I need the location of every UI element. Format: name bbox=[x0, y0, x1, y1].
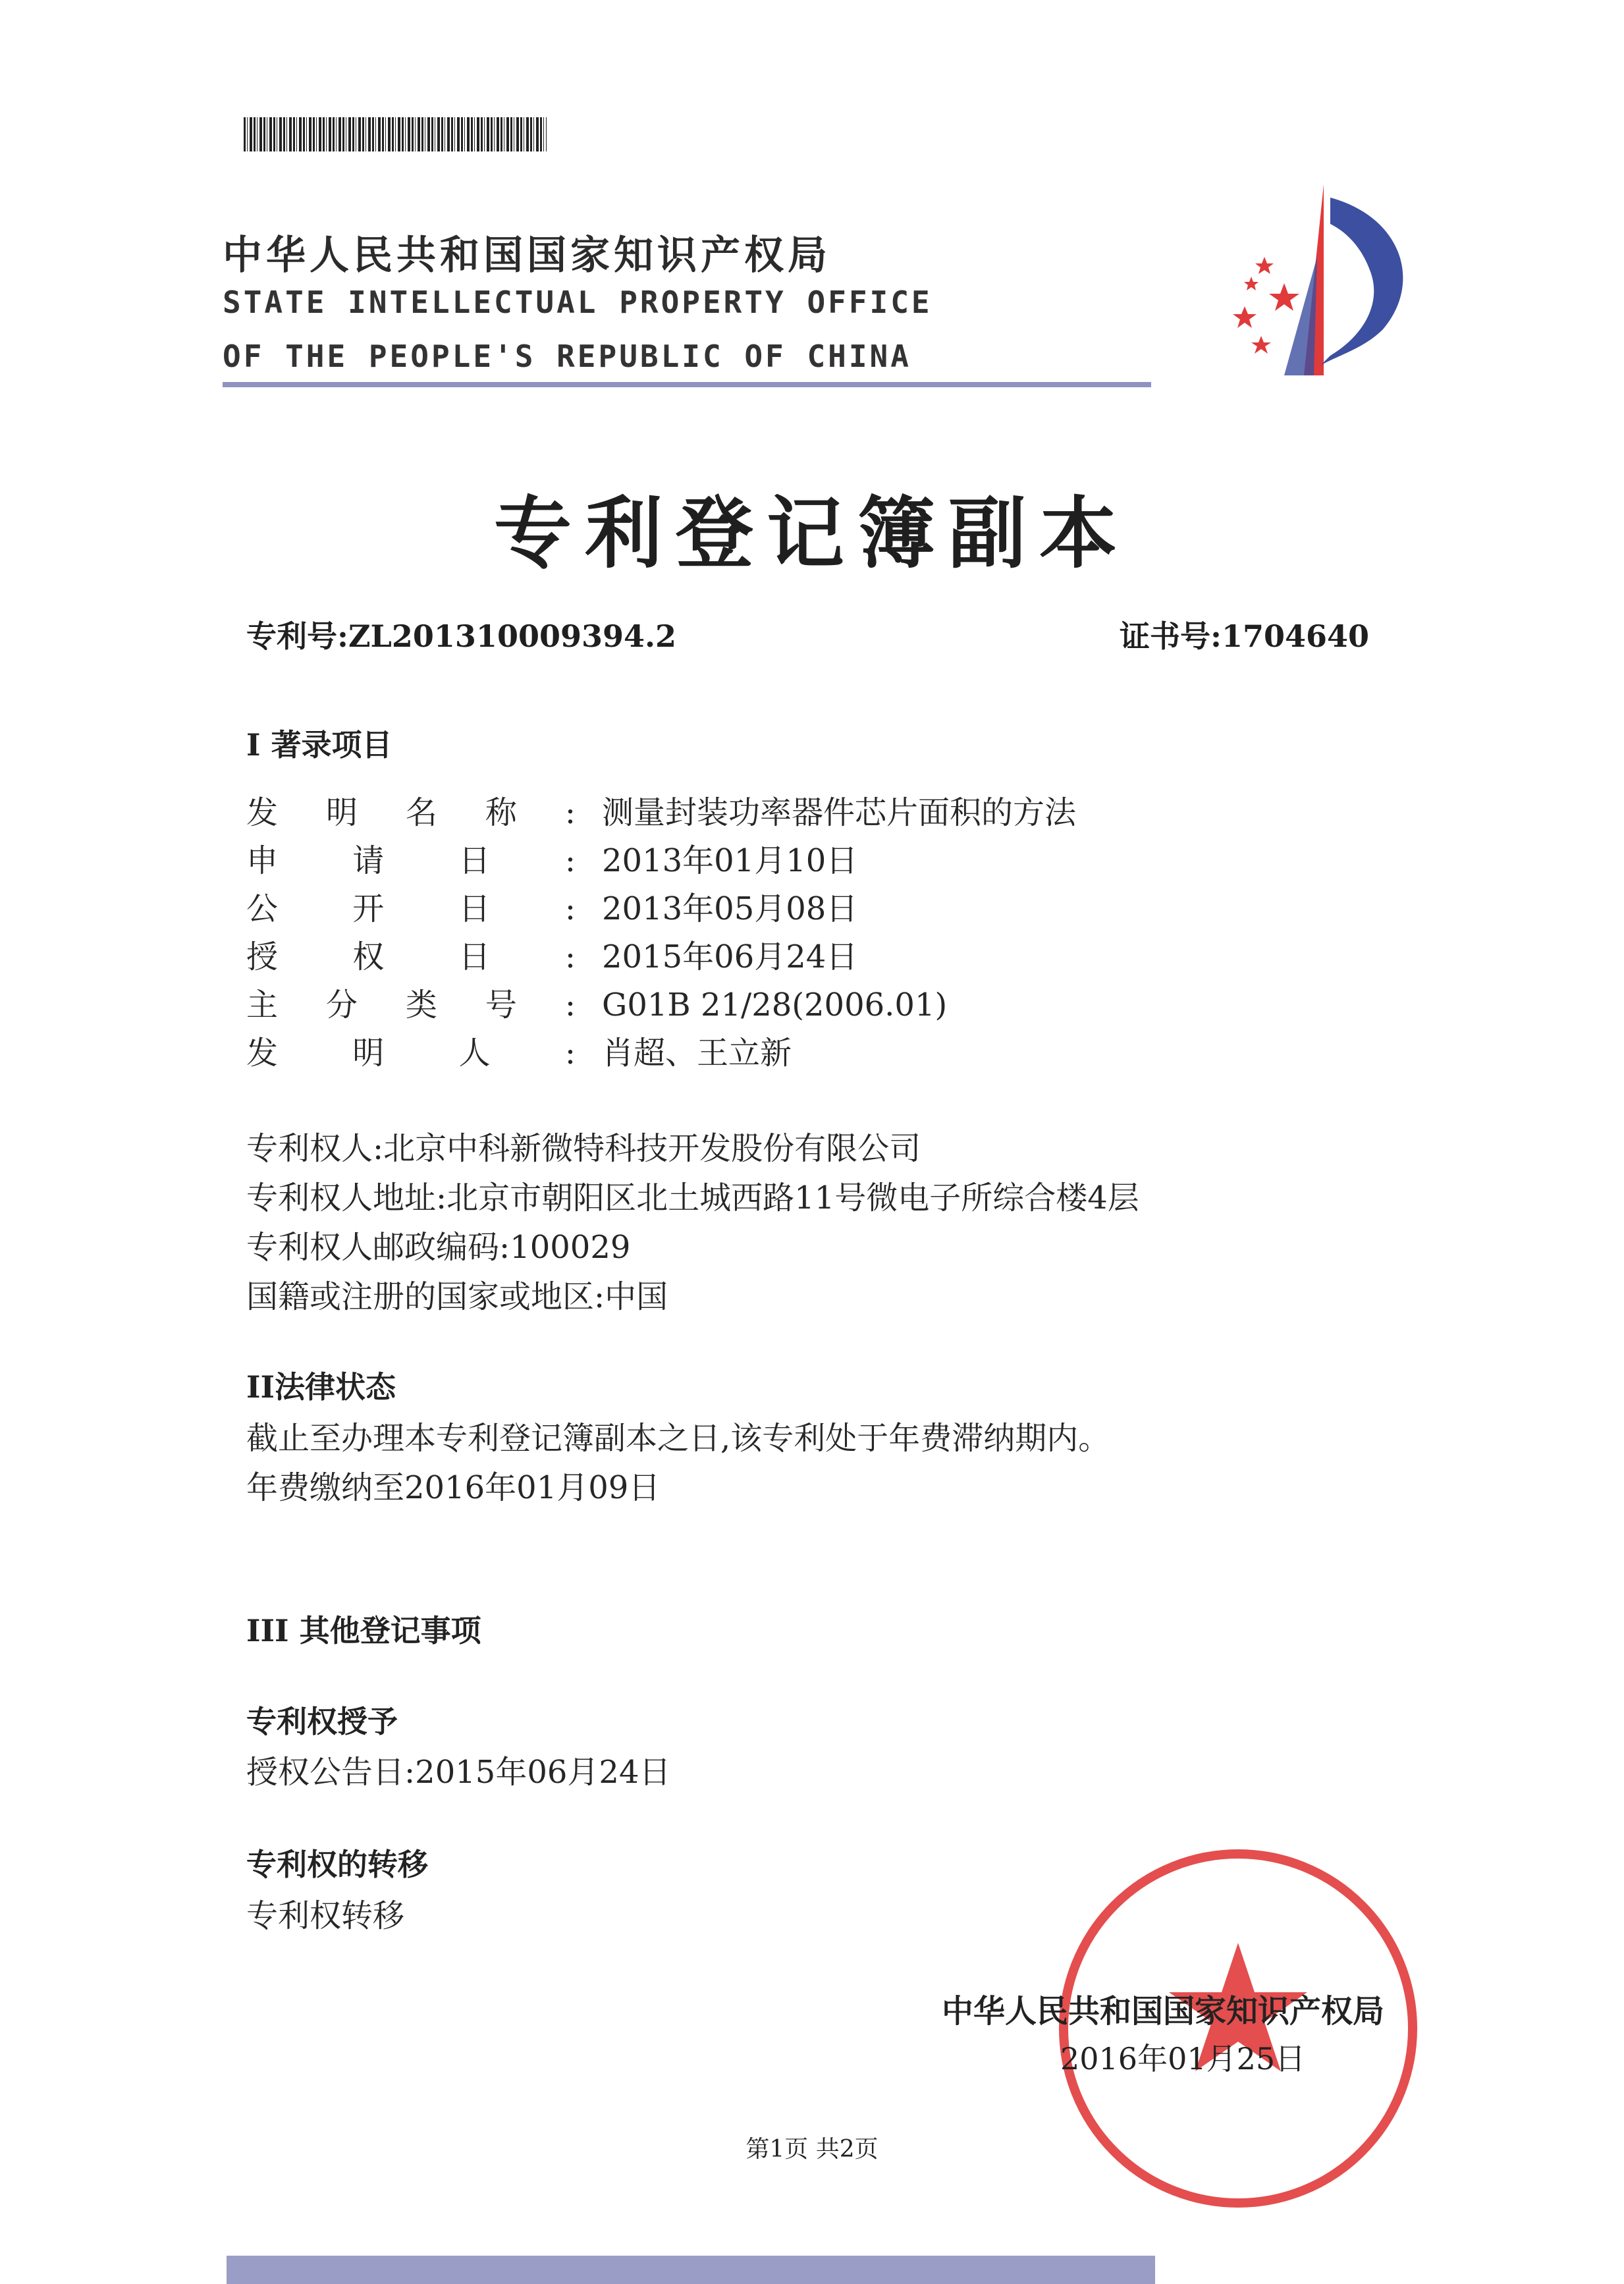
header-org-cn: 中华人民共和国国家知识产权局 bbox=[223, 232, 831, 279]
transfer-heading: 专利权的转移 bbox=[246, 1847, 428, 1882]
grant-text: 授权公告日:2015年06月24日 bbox=[246, 1754, 671, 1791]
record-row bbox=[246, 1027, 792, 1073]
record-label: 主分类号: bbox=[246, 987, 576, 1023]
patentee: 专利权人:北京中科新微特科技开发股份有限公司 bbox=[246, 1130, 921, 1167]
header-divider bbox=[223, 382, 1151, 387]
barcode bbox=[244, 117, 547, 151]
header-org-en-line2: OF THE PEOPLE'S REPUBLIC OF CHINA bbox=[223, 339, 911, 374]
record-value: 2013年05月08日 bbox=[602, 890, 858, 927]
record-value: 2013年01月10日 bbox=[602, 842, 858, 879]
signature-date: 2016年01月25日 bbox=[1060, 2041, 1306, 2077]
record-value: 2015年06月24日 bbox=[602, 938, 858, 975]
page-indicator: 第1页 共2页 bbox=[745, 2136, 879, 2163]
section2-heading: II法律状态 bbox=[246, 1369, 396, 1405]
record-row bbox=[246, 979, 947, 1025]
record-value: 测量封装功率器件芯片面积的方法 bbox=[602, 794, 1077, 831]
footer-bar bbox=[227, 2256, 1155, 2284]
legal-status-text: 截止至办理本专利登记簿副本之日,该专利处于年费滞纳期内。 bbox=[246, 1420, 1110, 1457]
record-value: G01B 21/28(2006.01) bbox=[602, 987, 948, 1023]
sipo-logo-icon bbox=[1205, 178, 1449, 375]
record-row bbox=[246, 787, 1076, 832]
document-title: 专利登记簿副本 bbox=[493, 487, 1130, 579]
transfer-text: 专利权转移 bbox=[246, 1897, 405, 1934]
annual-fee-text: 年费缴纳至2016年01月09日 bbox=[246, 1469, 661, 1506]
section3-heading: III 其他登记事项 bbox=[246, 1613, 481, 1648]
section1-heading: I 著录项目 bbox=[246, 727, 392, 763]
patentee-postcode: 专利权人邮政编码:100029 bbox=[246, 1229, 631, 1266]
record-label: 发明人: bbox=[246, 1035, 576, 1072]
record-label: 发明名称: bbox=[246, 794, 576, 831]
signature-org: 中华人民共和国国家知识产权局 bbox=[942, 1993, 1385, 2030]
patent-number: 专利号:ZL201310009394.2 bbox=[246, 618, 677, 654]
record-value: 肖超、王立新 bbox=[602, 1035, 792, 1072]
record-label: 授权日: bbox=[246, 938, 576, 975]
patentee-address: 专利权人地址:北京市朝阳区北土城西路11号微电子所综合楼4层 bbox=[246, 1180, 1139, 1216]
record-label: 公开日: bbox=[246, 890, 576, 927]
record-label: 申请日: bbox=[246, 842, 576, 879]
record-row bbox=[246, 883, 857, 929]
record-row bbox=[246, 931, 857, 977]
patentee-country: 国籍或注册的国家或地区:中国 bbox=[246, 1278, 668, 1315]
header-org-en-line1: STATE INTELLECTUAL PROPERTY OFFICE bbox=[223, 285, 933, 320]
certificate-number: 证书号:1704640 bbox=[1120, 618, 1370, 654]
grant-heading: 专利权授予 bbox=[246, 1704, 398, 1739]
record-row bbox=[246, 835, 857, 881]
